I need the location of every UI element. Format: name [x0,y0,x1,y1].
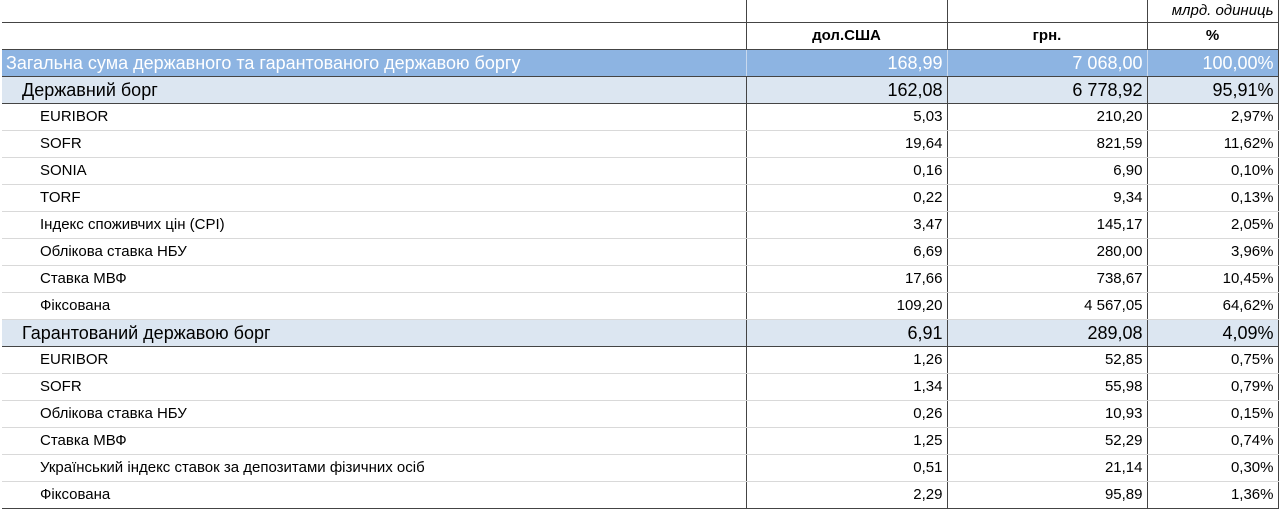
row-usd: 0,22 [746,185,947,212]
row-label: EURIBOR [2,104,746,131]
debt-table [2,0,1279,509]
row-label: Український індекс ставок за депозитами фізичних осіб [2,455,746,482]
row-pct: 2,05% [1147,212,1278,239]
row-pct: 0,15% [1147,401,1278,428]
row-usd: 0,51 [746,455,947,482]
guaranteed-debt-uah: 289,08 [947,320,1147,347]
row-pct: 10,45% [1147,266,1278,293]
row-usd: 3,47 [746,212,947,239]
row-label: Облікова ставка НБУ [2,239,746,266]
header-pct: % [1147,23,1278,50]
table-row [2,455,1278,482]
header-uah: грн. [947,23,1147,50]
row-pct: 11,62% [1147,131,1278,158]
row-usd: 1,26 [746,347,947,374]
row-usd: 0,16 [746,158,947,185]
table-row [2,266,1278,293]
row-pct: 0,10% [1147,158,1278,185]
state-debt-uah: 6 778,92 [947,77,1147,104]
row-usd: 19,64 [746,131,947,158]
row-uah: 10,93 [947,401,1147,428]
table-row [2,158,1278,185]
total-label: Загальна сума державного та гарантованого державою боргу [2,50,746,77]
table-row [2,212,1278,239]
guaranteed-debt-label: Гарантований державою борг [2,320,746,347]
table-row [2,131,1278,158]
state-debt-usd: 162,08 [746,77,947,104]
row-uah: 4 567,05 [947,293,1147,320]
unit-row-spacer [746,0,947,23]
state-debt-pct: 95,91% [1147,77,1278,104]
row-label: SOFR [2,374,746,401]
table-row [2,239,1278,266]
row-label: Фіксована [2,482,746,509]
row-usd: 5,03 [746,104,947,131]
row-label: Облікова ставка НБУ [2,401,746,428]
row-uah: 6,90 [947,158,1147,185]
row-uah: 821,59 [947,131,1147,158]
header-row [2,23,1278,50]
row-uah: 738,67 [947,266,1147,293]
table-row [2,482,1278,509]
row-pct: 0,79% [1147,374,1278,401]
table-row [2,401,1278,428]
row-pct: 0,30% [1147,455,1278,482]
row-uah: 145,17 [947,212,1147,239]
row-usd: 2,29 [746,482,947,509]
total-pct: 100,00% [1147,50,1278,77]
row-label: Ставка МВФ [2,428,746,455]
total-usd: 168,99 [746,50,947,77]
guaranteed-debt-row [2,320,1278,347]
row-pct: 0,75% [1147,347,1278,374]
row-pct: 1,36% [1147,482,1278,509]
row-label: EURIBOR [2,347,746,374]
table-row [2,293,1278,320]
row-pct: 3,96% [1147,239,1278,266]
row-uah: 52,29 [947,428,1147,455]
row-usd: 17,66 [746,266,947,293]
unit-row [2,0,1278,23]
guaranteed-debt-pct: 4,09% [1147,320,1278,347]
row-pct: 0,74% [1147,428,1278,455]
unit-row-spacer [2,0,746,23]
unit-label: млрд. одиниць [1147,0,1278,23]
row-pct: 2,97% [1147,104,1278,131]
row-uah: 9,34 [947,185,1147,212]
row-label: SONIA [2,158,746,185]
row-pct: 0,13% [1147,185,1278,212]
row-uah: 21,14 [947,455,1147,482]
total-uah: 7 068,00 [947,50,1147,77]
row-uah: 280,00 [947,239,1147,266]
row-usd: 0,26 [746,401,947,428]
row-usd: 1,25 [746,428,947,455]
table-row [2,374,1278,401]
guaranteed-debt-usd: 6,91 [746,320,947,347]
state-debt-row [2,77,1278,104]
header-name-cell [2,23,746,50]
row-usd: 6,69 [746,239,947,266]
row-label: SOFR [2,131,746,158]
table-row [2,428,1278,455]
row-usd: 109,20 [746,293,947,320]
row-label: Індекс споживчих цін (CPI) [2,212,746,239]
row-usd: 1,34 [746,374,947,401]
state-debt-label: Державний борг [2,77,746,104]
header-usd: дол.США [746,23,947,50]
row-uah: 52,85 [947,347,1147,374]
unit-row-spacer [947,0,1147,23]
row-uah: 95,89 [947,482,1147,509]
row-pct: 64,62% [1147,293,1278,320]
table-row [2,185,1278,212]
row-uah: 210,20 [947,104,1147,131]
row-label: TORF [2,185,746,212]
row-uah: 55,98 [947,374,1147,401]
table-row [2,104,1278,131]
row-label: Ставка МВФ [2,266,746,293]
table-row [2,347,1278,374]
row-label: Фіксована [2,293,746,320]
total-row [2,50,1278,77]
